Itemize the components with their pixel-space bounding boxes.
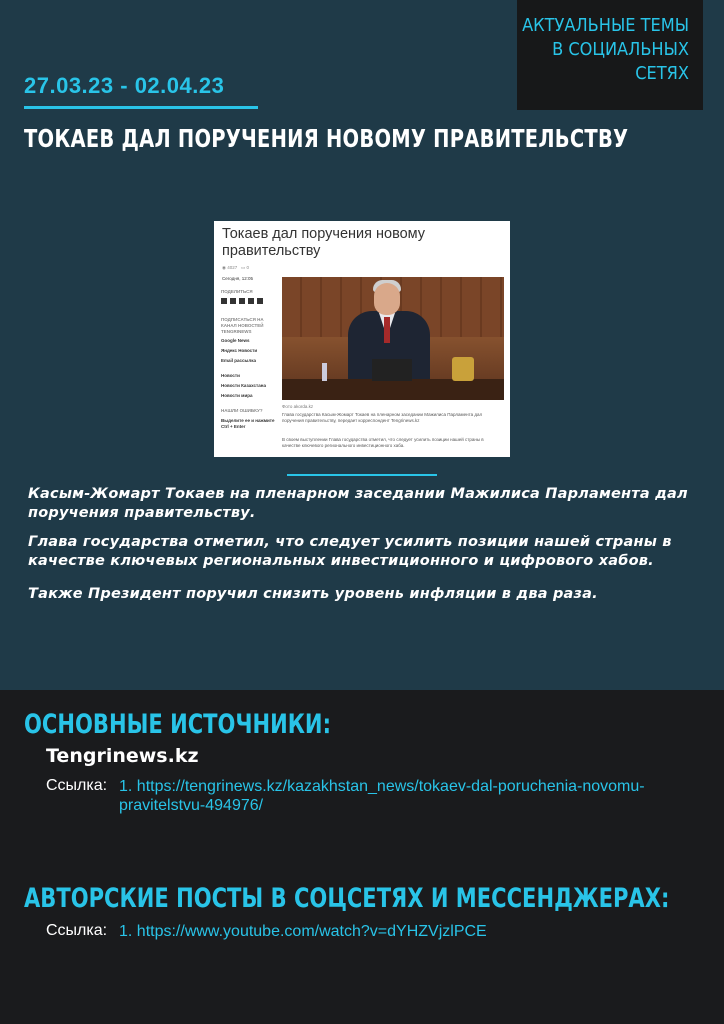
body-paragraph-1: Касым-Жомарт Токаев на пленарном заседании Мажилиса Парламента дал поручения правительству. [28,486,688,521]
date-range: 27.03.23 - 02.04.23 [24,73,225,98]
article-title: Токаев дал поручения новому правительству [222,226,426,259]
nav-news-kz[interactable]: Новости Казахстана [221,383,266,388]
body-paragraph-3: Также Президент поручил снизить уровень инфляции в два раза. [28,586,598,602]
article-stats [222,265,249,271]
comments-count: 0 [246,265,250,270]
error-label: НАШЛИ ОШИБКУ? [221,408,263,413]
photo-caption: Фото akorda.kz [282,404,314,409]
subscribe-label: ПОДПИСАТЬСЯ НА КАНАЛ НОВОСТЕЙ TENGRINEWS [221,317,264,334]
facebook-icon[interactable] [221,298,227,304]
date-underline [24,106,258,109]
article-paragraph-1: Глава государства Касым-Жомарт Токаев на пленарном заседании Мажилиса Парламента дал поручения правительству, передает корреспондент Tengrinews.kz [282,412,483,423]
author-link-label: Ссылка: [46,922,108,939]
subscribe-google[interactable]: Google News [221,338,250,343]
separator-line [287,474,437,476]
source-link-line-2[interactable]: pravitelstvu-494976/ [119,797,264,814]
source-name: Tengrinews.kz [46,745,199,767]
article-screenshot [214,221,510,457]
error-hint: Выделите ее и нажмите Ctrl + Enter [221,418,275,429]
telegram-icon[interactable] [248,298,254,304]
youtube-link[interactable]: 1. https://www.youtube.com/watch?v=dYHZVjzlPCE [119,923,487,940]
article-photo [282,277,504,400]
author-posts-heading: АВТОРСКИЕ ПОСТЫ В СОЦСЕТЯХ И МЕССЕНДЖЕРАХ: [24,883,670,914]
whatsapp-icon[interactable] [257,298,263,304]
badge-line-1: АКТУАЛЬНЫЕ ТЕМЫ [522,15,689,36]
views-count: 4027 [227,265,238,270]
article-paragraph-2: В своем выступлении Глава государства отметил, что следует усилить позиции нашей страны в качестве ключевого регионального инвестиционного хаба. [282,437,484,448]
twitter-icon[interactable] [239,298,245,304]
article-time: Сегодня, 12:05 [222,276,254,281]
nav-news[interactable]: Новости [221,373,240,378]
badge-line-2: В СОЦИАЛЬНЫХ [552,39,689,60]
nav-news-world[interactable]: Новости мира [221,393,253,398]
topics-badge [517,0,703,110]
source-link-line-1[interactable]: 1. https://tengrinews.kz/kazakhstan_news/tokaev-dal-poruchenia-novomu- [119,778,645,795]
subscribe-email[interactable]: Email рассылка [221,358,256,363]
badge-line-3: СЕТЯХ [635,63,689,84]
views-icon: ◉ [222,265,226,270]
body-paragraph-2: Глава государства отметил, что следует усилить позиции нашей страны в качестве ключевых региональных инвестиционного и цифрового хабов. [28,534,672,569]
vk-icon[interactable] [230,298,236,304]
source-link-label: Ссылка: [46,777,108,794]
subscribe-yandex[interactable]: Яндекс Новости [221,348,258,353]
sources-heading: ОСНОВНЫЕ ИСТОЧНИКИ: [24,709,331,740]
page-title: ТОКАЕВ ДАЛ ПОРУЧЕНИЯ НОВОМУ ПРАВИТЕЛЬСТВУ [24,124,629,153]
comments-icon: ▭ [240,265,246,270]
share-label: ПОДЕЛИТЬСЯ [221,289,253,294]
